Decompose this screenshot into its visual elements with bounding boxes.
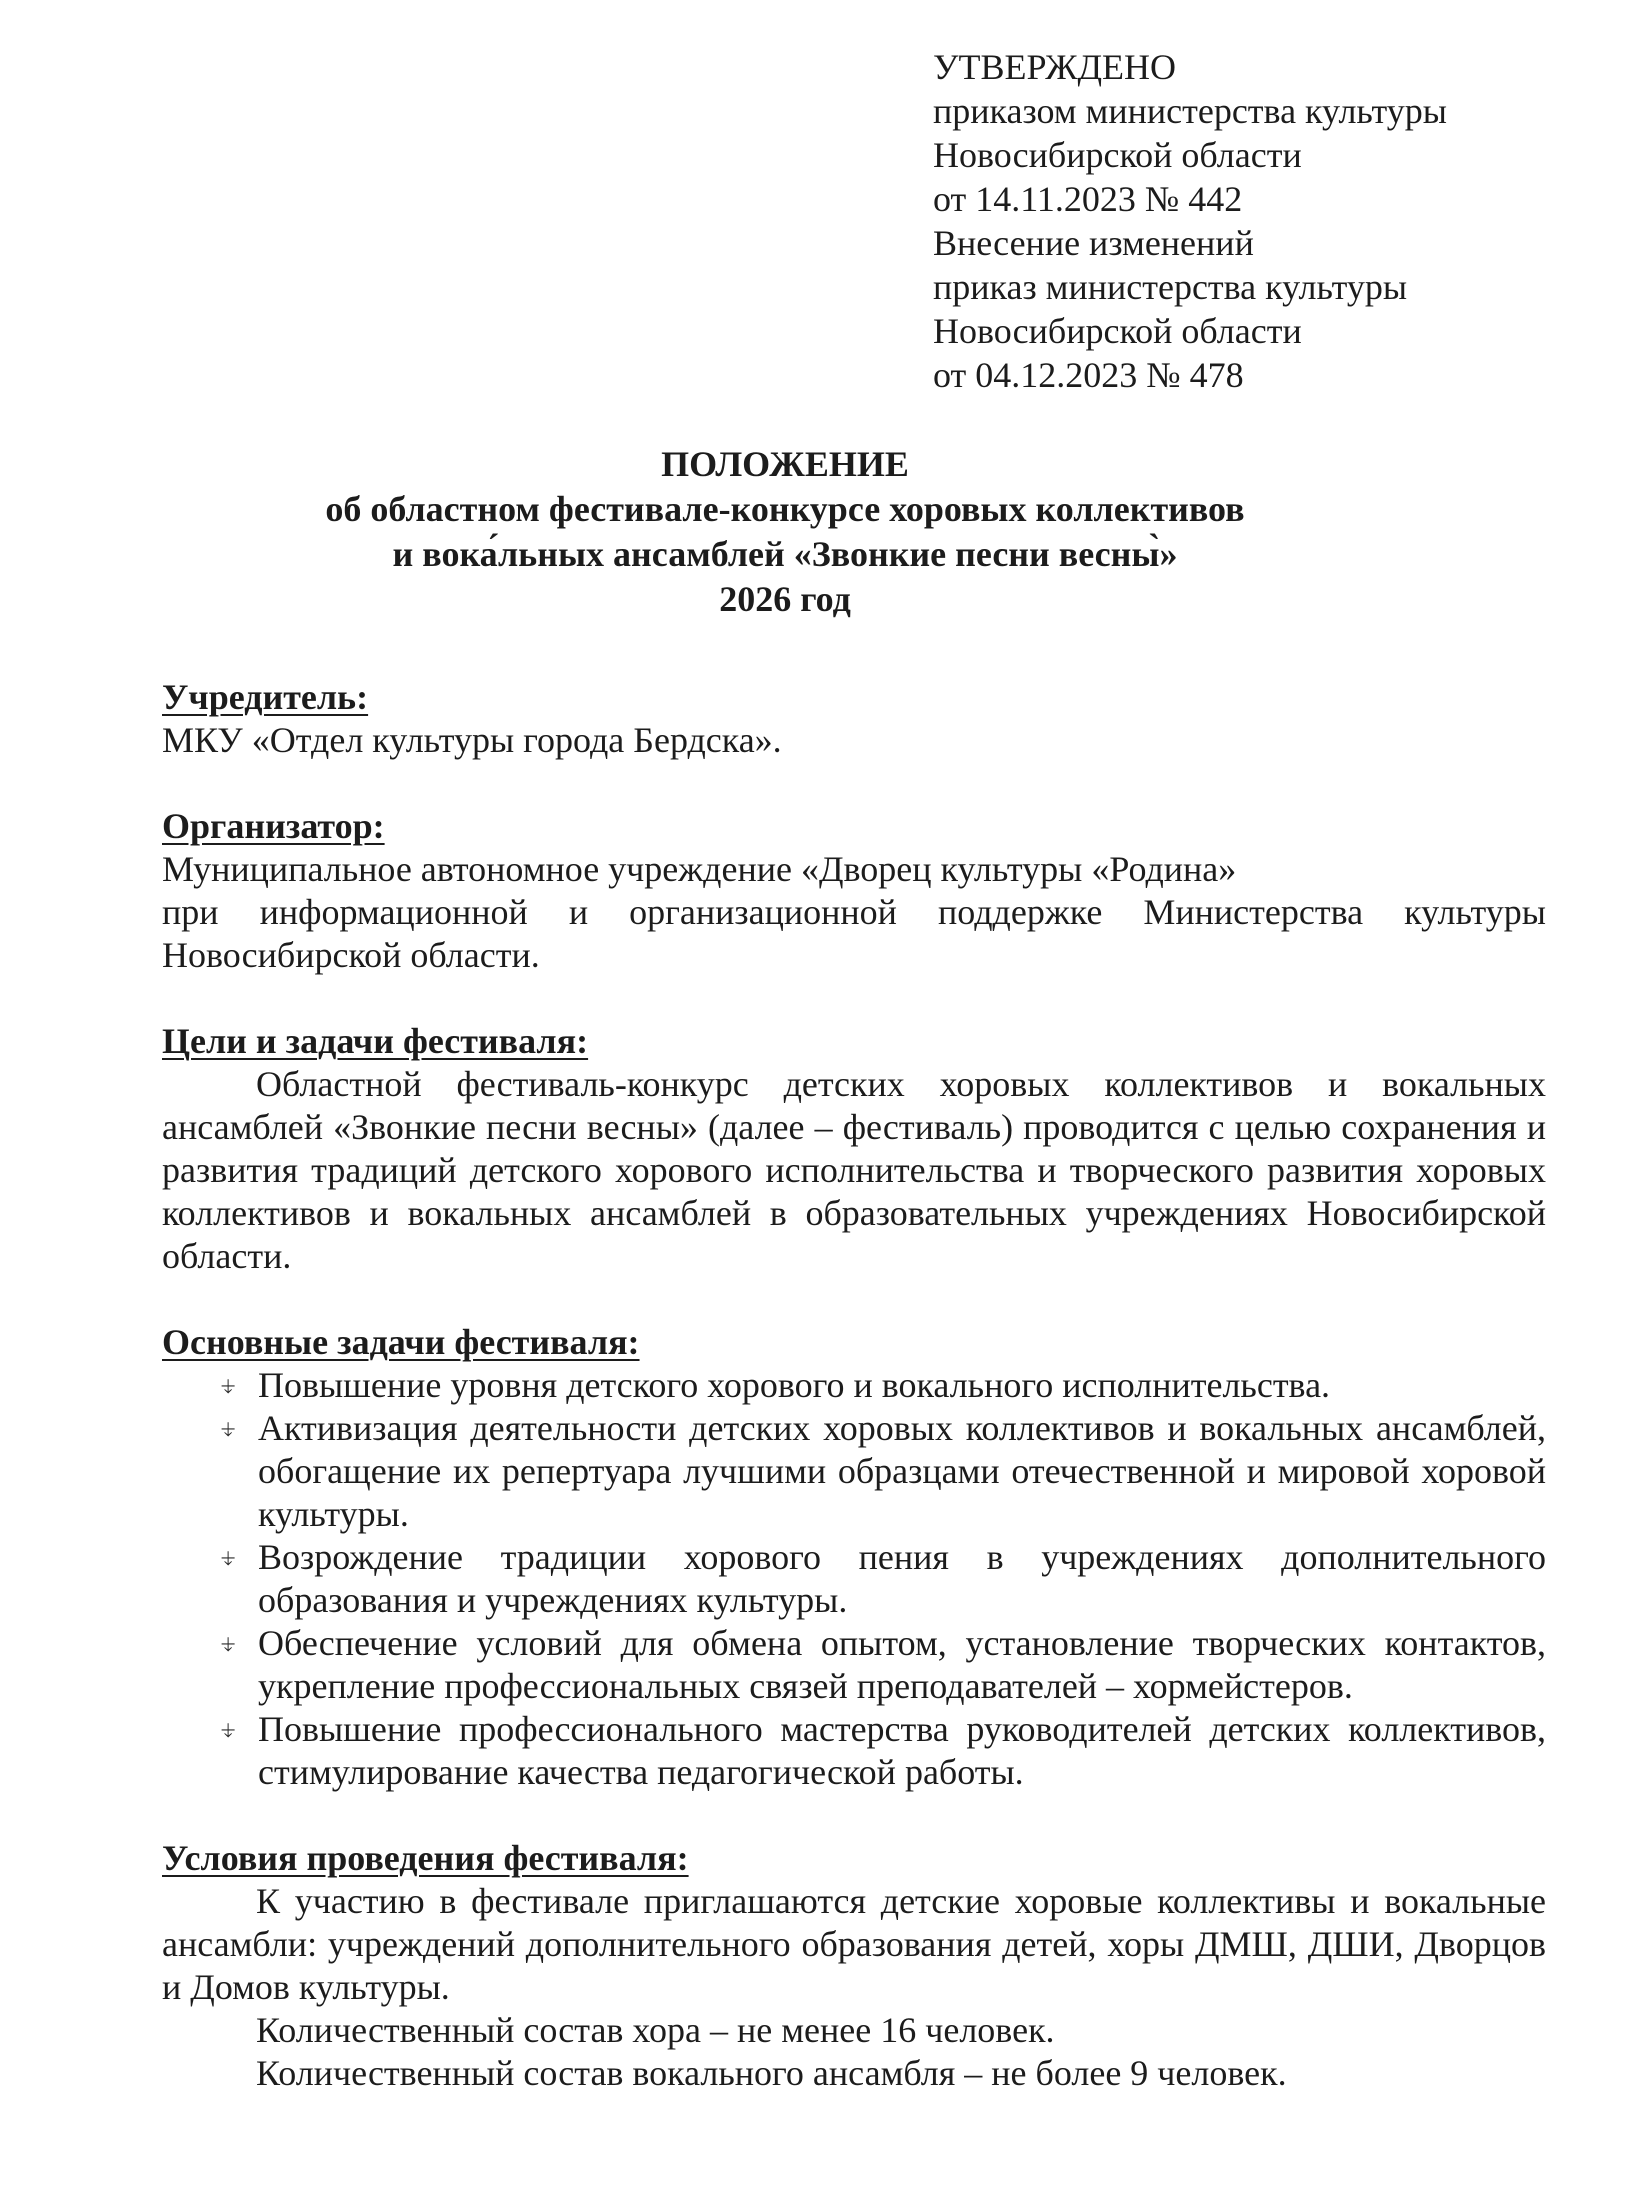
organizer-section — [162, 805, 1546, 977]
list-item — [162, 1364, 1546, 1407]
list-item — [162, 1536, 1546, 1622]
list-item — [162, 1708, 1546, 1794]
arrow-down-bullet-icon: ⍖ — [218, 1711, 238, 1747]
founder-text: МКУ «Отдел культуры города Бердска». — [162, 720, 782, 760]
title-year: 2026 год — [719, 579, 851, 619]
arrow-down-bullet-icon: ⍖ — [218, 1410, 238, 1446]
tasks-section — [162, 1321, 1546, 1794]
goals-section — [162, 1020, 1546, 1278]
choir-size-text: Количественный состав хора – не менее 16 человек. — [256, 2010, 1055, 2050]
title-line: и вока́льных ансамблей «Звонкие песни весны̀» — [392, 534, 1178, 574]
arrow-down-bullet-icon: ⍖ — [218, 1367, 238, 1403]
task-text: Активизация деятельности детских хоровых коллективов и вокальных ансамблей, обогащение их репертуара лучшими образцами отечественной и мировой хоровой культуры. — [258, 1408, 1546, 1534]
founder-heading: Учредитель: — [162, 677, 369, 717]
task-text: Обеспечение условий для обмена опытом, установление творческих контактов, укрепление профессиональных связей преподавателей – хормейстеров. — [258, 1623, 1546, 1706]
conditions-heading: Условия проведения фестиваля: — [162, 1838, 689, 1878]
arrow-down-bullet-icon: ⍖ — [218, 1625, 238, 1661]
goals-heading: Цели и задачи фестиваля: — [162, 1021, 589, 1061]
founder-section — [162, 676, 1546, 762]
organizer-line: Муниципальное автономное учреждение «Дворец культуры «Родина» — [162, 849, 1237, 889]
arrow-down-bullet-icon: ⍖ — [218, 1539, 238, 1575]
organizer-heading: Организатор: — [162, 806, 385, 846]
task-text: Повышение профессионального мастерства руководителей детских коллективов, стимулирование качества педагогической работы. — [258, 1709, 1546, 1792]
list-item — [162, 1622, 1546, 1708]
approval-line: приказом министерства культуры — [933, 91, 1447, 131]
approval-line: Новосибирской области — [933, 311, 1302, 351]
approval-line: УТВЕРЖДЕНО — [933, 47, 1177, 87]
ensemble-size-text: Количественный состав вокального ансамбля – не более 9 человек. — [256, 2053, 1287, 2093]
conditions-paragraph: К участию в фестивале приглашаются детские хоровые коллективы и вокальные ансамбли: учреждений дополнительного образования детей, хоры ДМШ, ДШИ, Дворцов и Домов культуры. — [162, 1881, 1546, 2007]
goals-text: Областной фестиваль-конкурс детских хоровых коллективов и вокальных ансамблей «Звонкие песни весны» (далее – фестиваль) проводится с целью сохранения и развития традиций детского хорового исполнительства и творческого развития хоровых коллективов и вокальных ансамблей в образовательных учреждениях Новосибирской области. — [162, 1064, 1546, 1276]
approval-line: приказ министерства культуры — [933, 267, 1408, 307]
approval-line: Внесение изменений — [933, 223, 1254, 263]
tasks-heading: Основные задачи фестиваля: — [162, 1322, 640, 1362]
task-text: Повышение уровня детского хорового и вокального исполнительства. — [258, 1365, 1331, 1405]
list-item — [162, 1407, 1546, 1536]
approval-line: Новосибирской области — [933, 135, 1302, 175]
approval-stamp-block — [933, 45, 1447, 397]
approval-line: от 14.11.2023 № 442 — [933, 179, 1243, 219]
organizer-support-text: при информационной и организационной поддержке Министерства культуры Новосибирской области. — [162, 892, 1546, 975]
task-text: Возрождение традиции хорового пения в учреждениях дополнительного образования и учреждениях культуры. — [258, 1537, 1546, 1620]
tasks-list — [162, 1364, 1546, 1794]
conditions-section — [162, 1837, 1546, 2095]
document-body — [162, 676, 1546, 2095]
title-line: об областном фестивале-конкурсе хоровых коллективов — [325, 489, 1245, 529]
document-title — [160, 442, 1410, 622]
approval-line: от 04.12.2023 № 478 — [933, 355, 1244, 395]
title-line: ПОЛОЖЕНИЕ — [661, 444, 909, 484]
